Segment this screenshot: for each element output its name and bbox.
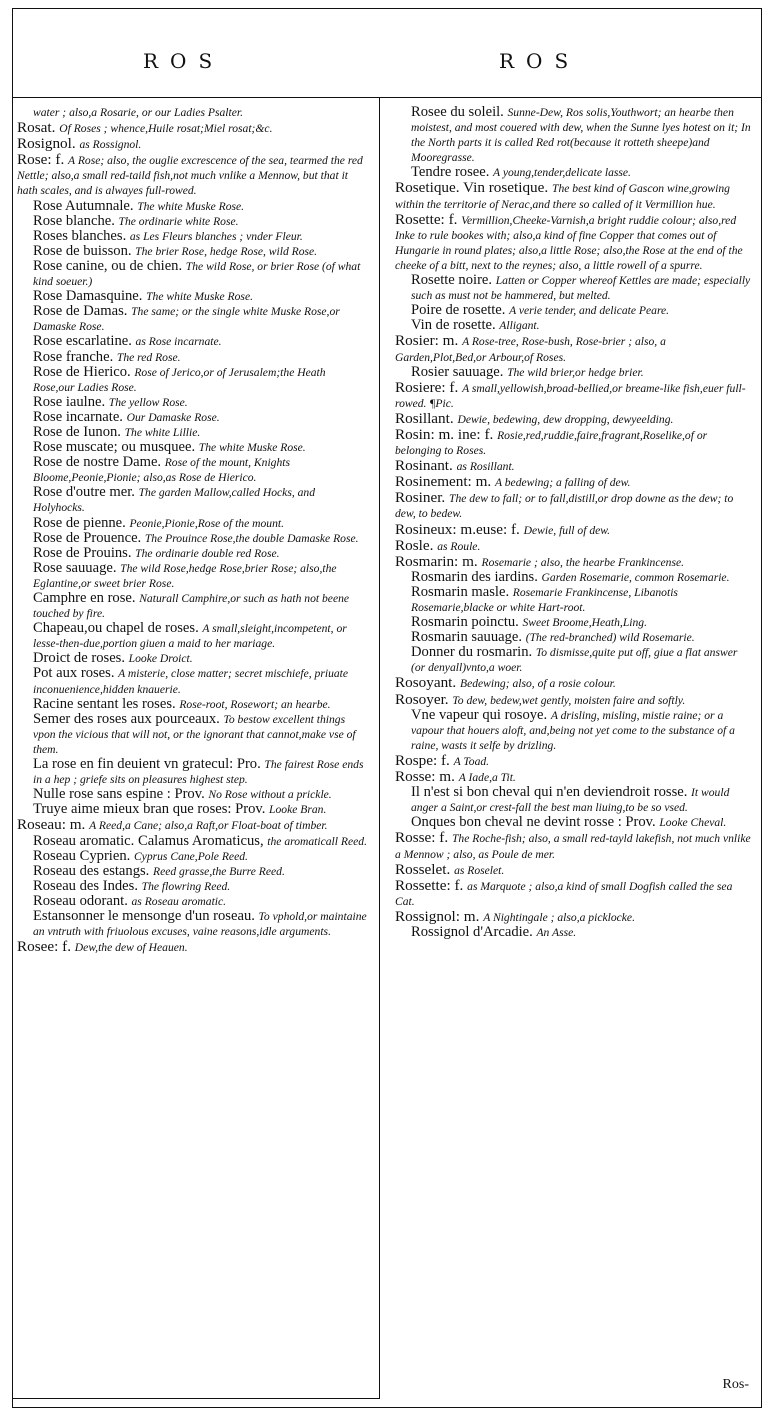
definition: Rosemarie ; also, the hearbe Frankincense. — [481, 555, 685, 569]
headword: Rose de Hierico. — [33, 363, 135, 380]
dictionary-entry — [395, 785, 751, 815]
headword: Rosmarin: m. — [395, 552, 482, 570]
dictionary-entry — [17, 120, 369, 136]
definition: Vermillion,Cheeke-Varnish,a bright ruddie colour; also,red Inke to rule bookes with; also,a kind of fine Copper that comes out of Hungarie in round plates; also,a little Rose; also,the Rose at the end of the cheeke of a bitt, next to the reynes; also, a little rowell of a spurre. — [395, 213, 743, 272]
dictionary-entry — [395, 830, 751, 861]
definition: Bedewing; also, of a rosie colour. — [459, 677, 616, 691]
dictionary-entry — [395, 538, 751, 554]
headword: Nulle rose sans espine : Prov. — [33, 786, 209, 803]
dictionary-entry — [17, 939, 369, 955]
definition: Garden Rosemarie, common Rosemarie. — [541, 570, 730, 584]
definition: To dew, bedew,wet gently, moisten faire and softly. — [452, 693, 686, 707]
definition: A Rose-tree, Rose-bush, Rose-brier ; also, a Garden,Plot,Bed,or Arbour,of Roses. — [395, 335, 666, 364]
headword: Rose franche. — [33, 348, 117, 365]
dictionary-entry — [395, 630, 751, 645]
dictionary-entry — [17, 561, 369, 591]
definition: A verie tender, and delicate Peare. — [509, 304, 670, 318]
headword: Chapeau,ou chapel de roses. — [33, 620, 203, 637]
left-column — [17, 105, 369, 1395]
definition: The garden Mallow,called Hocks, and Holyhocks. — [33, 486, 316, 515]
dictionary-entry — [17, 440, 369, 455]
definition: water ; also,a Rosarie, or our Ladies Psalter. — [33, 106, 243, 119]
definition: A small,yellowish,broad-bellied,or breame-like fish,euer full-rowed. ¶Pic. — [395, 381, 746, 410]
definition: as Rosillant. — [456, 460, 515, 474]
definition: The Roche-fish; also, a small red-tayld lakefish, not much vnlike a Mennow ; also, as Poule de mer. — [395, 832, 751, 861]
definition: Reed grasse,the Burre Reed. — [152, 864, 285, 878]
definition: Rosemarie Frankincense, Libanotis Rosemarie,blacke or white Hart-root. — [411, 585, 678, 614]
definition: Dew,the dew of Heauen. — [74, 941, 188, 955]
headword: Rosinement: m. — [395, 473, 495, 491]
headword: Roseau aromatic. Calamus Aromaticus, — [33, 832, 268, 849]
definition: A Rose; also, the ouglie excrescence of the sea, tearmed the red Nettle; also,a small red-taild fish,not much vnlike a Mennow, but that it hath scales, and is alwayes full-rowed. — [17, 154, 363, 198]
dictionary-entry — [395, 474, 751, 490]
dictionary-entry — [395, 427, 751, 458]
definition: Of Roses ; whence,Huile rosat;Miel rosat;&c. — [59, 122, 273, 136]
definition: A Nightingale ; also,a picklocke. — [483, 910, 635, 924]
running-head-right: ROS — [499, 49, 581, 73]
dictionary-entry — [395, 411, 751, 427]
headword: Roseau: m. — [17, 816, 90, 834]
definition: The Prouince Rose,the double Damaske Rose. — [144, 531, 359, 545]
definition: The red Rose. — [116, 350, 181, 364]
headword: Rossignol: m. — [395, 907, 484, 925]
dictionary-entry — [17, 516, 369, 531]
dictionary-entry — [17, 259, 369, 289]
definition: To vphold,or maintaine an vntruth with friuolous excuses, vaine reasons,idle arguments. — [33, 909, 367, 939]
definition: The ordinarie white Rose. — [118, 214, 239, 228]
dictionary-entry — [395, 909, 751, 925]
dictionary-entry — [17, 697, 369, 712]
headword: Droict de roses. — [33, 650, 129, 667]
definition: Dewie, full of dew. — [523, 523, 611, 537]
headword: Rose de Prouins. — [33, 544, 136, 561]
definition: A Toad. — [453, 754, 490, 768]
headword: Rosette: f. — [395, 210, 462, 228]
headword: Rospe: f. — [395, 751, 454, 769]
dictionary-entry — [17, 651, 369, 666]
headword: Rosoyer. — [395, 690, 453, 708]
dictionary-entry — [17, 531, 369, 546]
dictionary-entry — [17, 879, 369, 894]
dictionary-entry — [17, 787, 369, 802]
definition: Rose of the mount, Knights Bloome,Peonie,Pionie; also,as Rose de Hierico. — [33, 456, 290, 485]
headword: Rose muscate; ou musquee. — [33, 439, 199, 456]
headword: Rosat. — [17, 119, 60, 137]
dictionary-entry — [395, 490, 751, 521]
headword: Rosier sauuage. — [411, 363, 508, 380]
headword: Rose de pienne. — [33, 514, 130, 531]
definition: The wild brier,or hedge brier. — [507, 365, 644, 379]
dictionary-entry — [395, 333, 751, 364]
headword: Roseau des estangs. — [33, 862, 153, 879]
definition: The dew to fall; or to fall,distill,or drop downe as the dew; to dew, to bedew. — [395, 492, 734, 521]
dictionary-entry — [395, 753, 751, 769]
headword: Truye aime mieux bran que roses: Prov. — [33, 801, 270, 818]
definition: The brier Rose, hedge Rose, wild Rose. — [135, 244, 318, 258]
definition: The white Lillie. — [124, 425, 201, 439]
definition: Dewie, bedewing, dew dropping, dewyeelding. — [457, 412, 674, 426]
dictionary-entry — [17, 849, 369, 864]
dictionary-entry — [395, 522, 751, 538]
dictionary-entry — [17, 757, 369, 787]
headword: Roseau Cyprien. — [33, 847, 134, 864]
dictionary-entry — [17, 410, 369, 425]
dictionary-entry — [395, 554, 751, 570]
headword: Rosselet. — [395, 860, 455, 878]
headword: Estansonner le mensonge d'un roseau. — [33, 907, 259, 924]
definition: as Rose incarnate. — [135, 335, 222, 349]
headword: Rose de Iunon. — [33, 423, 125, 440]
dictionary-entry — [17, 244, 369, 259]
headword: Roses blanches. — [33, 227, 130, 244]
headword: Rose: f. — [17, 151, 69, 169]
headword: Roseau odorant. — [33, 892, 132, 909]
dictionary-entry — [395, 165, 751, 180]
definition: The best kind of Gascon wine,growing within the territorie of Nerac,and there so called of it Vermillion hue. — [395, 182, 730, 211]
headword: Vin de rosette. — [411, 317, 500, 334]
headword: Rossette: f. — [395, 876, 468, 894]
dictionary-entry — [17, 894, 369, 909]
dictionary-entry — [395, 365, 751, 380]
headword: Rosiner. — [395, 489, 450, 507]
headword: Rose escarlatine. — [33, 333, 136, 350]
definition: The wild Rose,hedge Rose,brier Rose; also,the Eglantine,or sweet brier Rose. — [33, 561, 337, 590]
headword: Rosillant. — [395, 409, 458, 427]
headword: Poire de rosette. — [411, 302, 510, 319]
dictionary-entry — [17, 199, 369, 214]
headword: Rosette noire. — [411, 272, 496, 289]
dictionary-entry — [395, 862, 751, 878]
headword: Rose iaulne. — [33, 393, 109, 410]
definition: A bedewing; a falling of dew. — [494, 476, 631, 490]
headword: La rose en fin deuient vn gratecul: Pro. — [33, 756, 265, 773]
headword: Rosiere: f. — [395, 378, 463, 396]
dictionary-entry — [395, 815, 751, 830]
dictionary-entry — [17, 909, 369, 939]
headword: Rosee: f. — [17, 938, 75, 956]
definition: Rose-root, Rosewort; an hearbe. — [179, 697, 331, 711]
headword: Tendre rosee. — [411, 164, 494, 181]
headword: Rosinant. — [395, 457, 457, 475]
headword: Rose Damasquine. — [33, 288, 147, 305]
running-head-left: ROS — [143, 49, 225, 73]
definition: (The red-branched) wild Rosemarie. — [525, 631, 695, 645]
headword: Rose incarnate. — [33, 408, 127, 425]
definition: Looke Droict. — [128, 652, 193, 666]
definition: It would anger a Saint,or crest-fall the best man liuing,to be so vsed. — [411, 786, 730, 815]
dictionary-entry — [17, 666, 369, 696]
definition: as Roule. — [437, 539, 481, 553]
headword: Rosle. — [395, 536, 438, 554]
headword: Rosoyant. — [395, 674, 460, 692]
headword: Rose de buisson. — [33, 242, 136, 259]
headword: Rose sauuage. — [33, 559, 121, 576]
headword: Rosmarin masle. — [411, 583, 513, 600]
headword: Rose de Damas. — [33, 303, 132, 320]
headword: Rose blanche. — [33, 212, 119, 229]
definition: A small,sleight,incompetent, or lesse-then-due,portion giuen a maid to her mariage. — [33, 622, 347, 651]
definition: Rose of Jerico,or of Jerusalem;the Heath Rose,our Ladies Rose. — [33, 365, 326, 394]
definition: as Rossignol. — [79, 138, 142, 152]
headword: Rose de nostre Dame. — [33, 454, 165, 471]
definition: To bestow excellent things vpon the vicious that will not, or the ignorant that cannot,make vse of them. — [33, 712, 356, 756]
definition: A drisling, misling, mistie raine; or a vapour that houers aloft, and,being not yet come to the substance of a raine, wasts it selfe by drizling. — [411, 708, 735, 752]
headword: Semer des roses aux pourceaux. — [33, 710, 224, 727]
definition: Looke Cheval. — [659, 816, 727, 830]
headword: Camphre en rose. — [33, 590, 140, 606]
dictionary-entry — [17, 591, 369, 621]
dictionary-entry — [395, 180, 751, 211]
headword: Rosin: m. ine: f. — [395, 425, 498, 443]
bottom-rule — [13, 1398, 379, 1399]
definition: Looke Bran. — [269, 803, 327, 817]
dictionary-entry — [17, 289, 369, 304]
dictionary-entry — [395, 675, 751, 691]
dictionary-entry — [17, 546, 369, 561]
headword: Il n'est si bon cheval qui n'en deviendroit rosse. — [411, 784, 692, 801]
headword: Rosse: f. — [395, 829, 452, 847]
headword: Rosignol. — [17, 135, 80, 153]
definition: The same; or the single white Muske Rose,or Damaske Rose. — [33, 305, 340, 334]
definition: Cyprus Cane,Pole Reed. — [133, 849, 248, 863]
dictionary-entry — [17, 152, 369, 198]
definition: The fairest Rose ends in a hep ; griefe sits on pleasures highest step. — [33, 758, 364, 787]
definition: No Rose without a prickle. — [208, 788, 332, 802]
definition: Peonie,Pionie,Rose of the mount. — [129, 516, 285, 530]
dictionary-entry — [17, 350, 369, 365]
definition: the aromaticall Reed. — [267, 834, 367, 848]
dictionary-entry — [395, 878, 751, 909]
definition: Alligant. — [499, 319, 540, 333]
definition: as Marquote ; also,a kind of small Dogfish called the sea Cat. — [395, 879, 733, 908]
running-head — [13, 9, 761, 98]
dictionary-entry — [17, 455, 369, 485]
headword: Onques bon cheval ne devint rosse : Prov. — [411, 814, 660, 831]
dictionary-entry — [395, 318, 751, 333]
definition: The flowring Reed. — [141, 879, 231, 893]
dictionary-entry — [395, 105, 751, 165]
dictionary-entry — [395, 303, 751, 318]
catchword: Ros- — [722, 1377, 749, 1392]
dictionary-entry — [17, 214, 369, 229]
dictionary-entry — [395, 380, 751, 411]
headword: Roseau des Indes. — [33, 877, 142, 894]
definition: Naturall Camphire,or such as hath not beene touched by fire. — [33, 592, 350, 621]
headword: Vne vapeur qui rosoye. — [411, 706, 551, 723]
definition: The yellow Rose. — [108, 395, 188, 409]
dictionary-entry — [395, 212, 751, 273]
definition: Sweet Broome,Heath,Ling. — [522, 616, 647, 630]
headword: Donner du rosmarin. — [411, 644, 536, 661]
headword: Rosier: m. — [395, 332, 463, 350]
definition: A misterie, close matter; secret mischiefe, priuate inconuenience,hidden knauerie. — [33, 667, 349, 696]
definition: Our Damaske Rose. — [126, 410, 220, 424]
definition: The white Muske Rose. — [146, 290, 253, 304]
dictionary-entry — [395, 570, 751, 585]
definition: Latten or Copper whereof Kettles are made; especially such as must not be hammered, but melted. — [411, 274, 751, 303]
dictionary-entry — [17, 485, 369, 515]
dictionary-entry — [17, 105, 369, 120]
dictionary-entry — [17, 334, 369, 349]
dictionary-entry — [17, 136, 369, 152]
headword: Rose d'outre mer. — [33, 484, 139, 501]
dictionary-entry — [17, 621, 369, 651]
definition: The white Muske Rose. — [137, 199, 245, 213]
dictionary-entry — [395, 458, 751, 474]
dictionary-entry — [17, 365, 369, 395]
dictionary-entry — [395, 585, 751, 615]
dictionary-entry — [395, 645, 751, 675]
definition: The wild Rose, or brier Rose (of what kind soeuer.) — [33, 259, 361, 289]
dictionary-entry — [17, 817, 369, 833]
headword: Rosee du soleil. — [411, 105, 508, 120]
headword: Rosmarin poinctu. — [411, 614, 523, 631]
headword: Racine sentant les roses. — [33, 695, 180, 712]
headword: Rosmarin des iardins. — [411, 568, 542, 585]
headword: Rosetique. Vin rosetique. — [395, 179, 552, 197]
dictionary-entry — [17, 425, 369, 440]
dictionary-entry — [17, 802, 369, 817]
dictionary-entry — [17, 834, 369, 849]
right-column — [395, 105, 751, 1395]
definition: as Les Fleurs blanches ; vnder Fleur. — [129, 229, 303, 243]
dictionary-entry — [395, 692, 751, 708]
definition: as Roselet. — [454, 863, 505, 877]
definition: A Reed,a Cane; also,a Raft,or Float-boat of timber. — [89, 819, 328, 833]
dictionary-entry — [17, 304, 369, 334]
dictionary-entry — [17, 864, 369, 879]
headword: Pot aux roses. — [33, 665, 119, 682]
dictionary-page — [12, 8, 762, 1408]
dictionary-entry — [395, 708, 751, 753]
dictionary-entry — [17, 395, 369, 410]
definition: The ordinarie double red Rose. — [135, 546, 280, 560]
dictionary-entry — [395, 615, 751, 630]
definition: as Roseau aromatic. — [131, 894, 227, 908]
definition: A Iade,a Tit. — [458, 771, 516, 785]
headword: Rose Autumnale. — [33, 197, 138, 214]
headword: Rosse: m. — [395, 768, 459, 786]
dictionary-entry — [395, 273, 751, 303]
dictionary-entry — [17, 229, 369, 244]
headword: Rossignol d'Arcadie. — [411, 923, 537, 940]
definition: The white Muske Rose. — [198, 441, 306, 455]
headword: Rosineux: m.euse: f. — [395, 520, 524, 538]
dictionary-entry — [395, 925, 751, 940]
definition: Rosie,red,ruddie,faire,fragrant,Roselike,of or belonging to Roses. — [395, 428, 708, 458]
definition: Sunne-Dew, Ros solis,Youthwort; an hearbe then moistest, and most couered with dew, when the Sunne lyes hotest on it; In the North parts it is called Red rot(because it rotteth sheepe)and Mooregrasse. — [411, 106, 751, 165]
headword: Rose canine, ou de chien. — [33, 257, 186, 274]
definition: An Asse. — [536, 925, 577, 939]
definition: To dismisse,quite put off, giue a flat answer (or denyall)vnto,a woer. — [411, 646, 738, 675]
headword: Rose de Prouence. — [33, 529, 145, 546]
dictionary-entry — [395, 769, 751, 785]
column-divider — [379, 97, 380, 1399]
headword: Rosmarin sauuage. — [411, 629, 526, 646]
definition: A young,tender,delicate lasse. — [493, 166, 631, 180]
dictionary-entry — [17, 712, 369, 757]
